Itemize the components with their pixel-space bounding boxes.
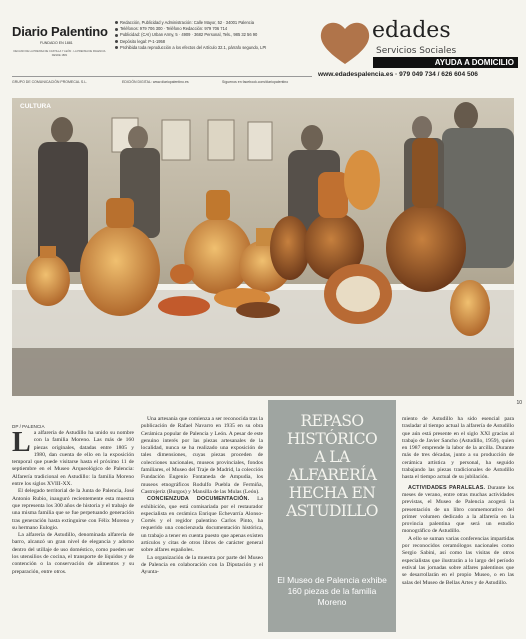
- headline-line: REPASO: [300, 412, 364, 430]
- contact-line: Depósito legal: P-1-1958: [115, 39, 315, 45]
- drop-cap: L: [12, 430, 31, 458]
- exhibition-photo: [12, 98, 514, 396]
- article-paragraph: La alfarería de Astudillo, denominada alfarería de barro, alcanzó un gran nivel de elegancia y adorno dentro del utillaje de uso doméstico, como pueden ser los utensilios de cocina, el transporte de líquidos y de contención o la conservación de alimentos y su preparación, entre otros.: [12, 532, 134, 575]
- ad-service-bar: AYUDA A DOMICILIO: [373, 57, 518, 68]
- article-column-2: [141, 416, 263, 621]
- article-paragraph: A ello se suman varias conferencias impartidas por reconocidos ceramólogos nacionales como Sergio Sabini, así como las visitas de otros especialistas que ilustrarán a lo largo del período estival las jornadas sobre alfares palentinos que se desarrollarán en el propio Museo, o en las salas del Museo de Bellas Artes y de Astudillo.: [402, 535, 514, 586]
- headline-line: ALFARERÍA: [287, 466, 377, 484]
- headline: [268, 412, 396, 520]
- pottery-illustration: [12, 98, 514, 396]
- contact-line: Prohibida toda reproducción a los efectos del Artículo 32.1, párrafo segundo, LPI: [115, 45, 315, 51]
- subhead: ACTIVIDADES PARALELAS.: [408, 484, 486, 491]
- masthead: [12, 14, 310, 84]
- digital-edition-link[interactable]: EDICIÓN DIGITAL: www.diariopalentino.es: [122, 80, 189, 84]
- publisher-group: GRUPO DE COMUNICACIÓN PROMECAL S.L.: [12, 80, 88, 84]
- article-column-1: [12, 430, 134, 635]
- masthead-footer: [12, 76, 312, 87]
- headline-line: HECHA EN: [288, 484, 376, 502]
- ad-contact[interactable]: www.edadespalencia.es · 979 049 734 / 626 604 506: [318, 71, 478, 78]
- article-paragraph: ACTIVIDADES PARALELAS. Durante los meses de verano, entre otras muchas actividades previstas, el Museo de Palencia acogerá la presentación de un libro conmemorativo del primer volumen dedicado a la alfarería en la provincia palentina que será un estudio monográfico de Astudillo.: [402, 484, 514, 535]
- section-tag: CULTURA: [20, 103, 51, 110]
- brand-subtitle: FUNDADO EN 1881: [40, 41, 73, 45]
- article-column-3: [402, 416, 514, 635]
- edades-advertisement: [318, 18, 518, 80]
- brand-tagline: DECANO DE LA PRENSA DE CASTILLA Y LEÓN · LA PRENSA DE PALENCIA DESDE 1881: [13, 50, 106, 57]
- ad-brand: edades: [372, 18, 451, 43]
- dateline: DP / PALENCIA: [12, 424, 45, 429]
- standfirst: El Museo de Palencia exhibe 160 piezas de la familia Moreno: [277, 575, 387, 607]
- headline-box: [268, 400, 396, 632]
- article-paragraph: El delegado territorial de la Junta de Palencia, José Antonio Rubio, inauguró recientemente esta muestra que representa los 300 años de historia y el trabajo de una misma familia que se fue perpetuando generación tras generación hasta extinguirse con Félix Moreno y su hermano Eulogio.: [12, 488, 134, 531]
- subhead: CONCIENZUDA DOCUMENTACIÓN.: [147, 496, 250, 503]
- contact-info: [115, 20, 315, 51]
- contact-line: Teléfonos: 979 706 300 · Teléfono Redacción: 979 706 714: [115, 26, 315, 32]
- page-number: 10: [516, 400, 522, 406]
- ad-subtitle: Servicios Sociales: [376, 46, 457, 56]
- article-paragraph: La organización de la muestra por parte del Museo de Palencia en colaboración con la Diputación y el Ayunta-: [141, 554, 263, 576]
- contact-line: Publicidad: (CAI) Urban Army, 5 · 4909 · 3682 Personal, Tels., 985 32 56 90: [115, 32, 315, 38]
- headline-line: A LA: [314, 448, 350, 466]
- article-paragraph: miento de Astudillo ha sido esencial para trasladar al tiempo actual la alfarería de Astudillo que aún está presente en el siglo XXI gracias al trabajo de Javier Sancho (Astudillo, 1959), quien en 1987 emprende la labor de la arcilla. Durante más de tres décadas, junto a su producción de cerámica artística y personal, ha seguido trabajando las piezas tradicionales de Astudillo hasta el tiempo actual de su jubilación.: [402, 416, 514, 481]
- article-paragraph: CONCIENZUDA DOCUMENTACIÓN. La exhibición, que está comisariada por el restaurador especialista en cerámica Enrique Echevarría Alonso-Cortés y el regidor palentino Carlos Pinto, ha requerido una concienzuda documentación histórica, un trabajo a tener en cuenta puesto que apenas existen artículos y citas de otros libros de carácter general sobre alfares españoles.: [141, 496, 263, 554]
- contact-line: Redacción, Publicidad y Administración: Calle Mayor, 52 · 34001 Palencia: [115, 20, 315, 26]
- facebook-link[interactable]: Síguenos en facebook.com/diariopalentino: [222, 80, 289, 84]
- headline-line: HISTÓRICO: [286, 430, 378, 448]
- article-paragraph: Una artesanía que comienza a ser reconocida tras la publicación de Rafael Navarro en 1935 en su obra Cerámica popular de Palencia y León. A pesar de este genuino interés por las piezas artesanales de la localidad, nunca se ha realizado una exposición de tales dimensiones, cuyas piezas proceden de colecciones nacionales, museos provinciales, fondos familiares, el Museo del Traje de Madrid, la colección Fundación Eugenio Fontaneda de Ampudia, los museos etnográficos Rodulfo Puebla de Fermiña, Castrojeriz (Burgos) y Mansilla de las Mulas (León).: [141, 416, 263, 495]
- heart-icon: [318, 18, 372, 68]
- newspaper-brand: Diario Palentino: [12, 24, 108, 39]
- article-paragraph: La alfarería de Astudillo ha unido su nombre con la familia Moreno. Las más de 160 piezas originales, datadas entre 1805 y 1980, dan cuenta de ello en la exposición temporal que puede visitarse hasta el próximo 11 de septiembre en el Museo Arqueológico de Palencia: Alfarería tradicional en Astudillo: la familia Moreno entre los siglos XVIII-XX.: [12, 430, 134, 488]
- headline-line: ASTUDILLO: [286, 502, 378, 520]
